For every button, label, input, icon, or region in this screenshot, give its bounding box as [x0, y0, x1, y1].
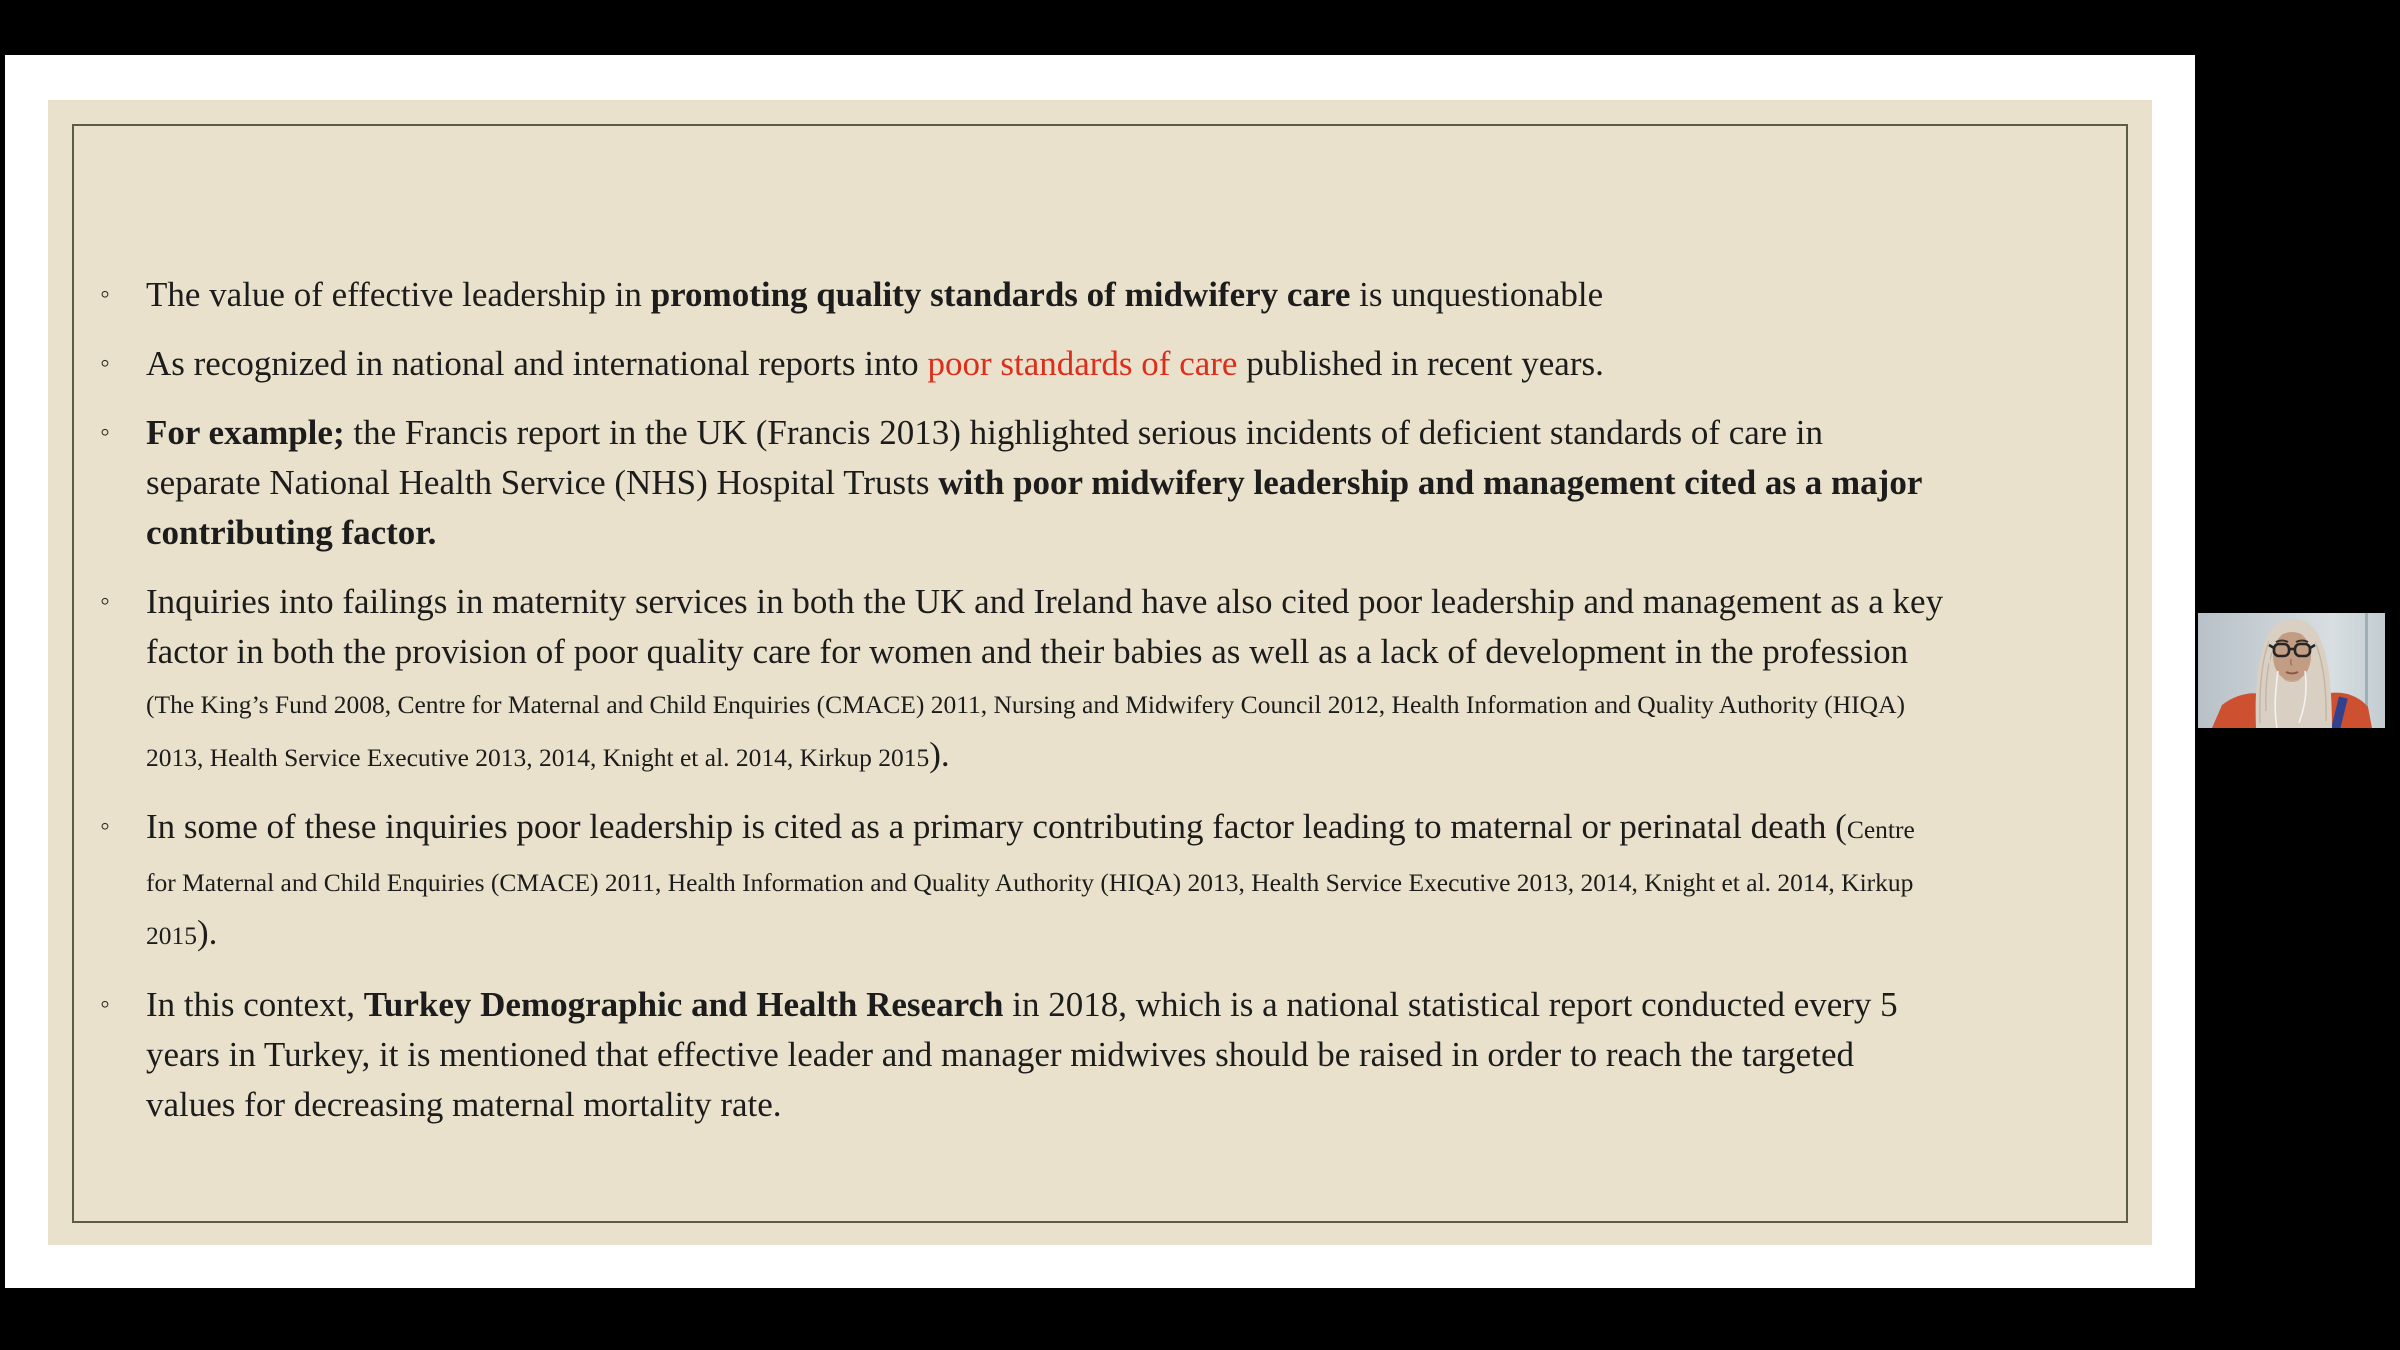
bullet-text: Inquiries into failings in maternity services in both the UK and Ireland have also cited poor leadership and management as a key factor in both the provision of poor quality care for women and their babies as well as a lack of development in the profession (The King’s Fund 2008, Centre for Maternal and Child Enquiries (CMACE) 2011, Nursing and Midwifery Council 2012, Health Information and Quality Authority (HIQA) 2013, Health Service Executive 2013, 2014, Knight et al. 2014, Kirkup 2015). [146, 582, 1944, 774]
bullet-list [100, 270, 1945, 1149]
bullet-text: The value of effective leadership in promoting quality standards of midwifery care is unquestionable [146, 275, 1604, 314]
bullet-marker-icon: ◦ [100, 811, 110, 842]
bullet-marker-icon: ◦ [100, 586, 110, 617]
presentation-window [5, 55, 2195, 1288]
bullet-marker-icon: ◦ [100, 417, 110, 448]
bullet-text: For example; the Francis report in the UK (Francis 2013) highlighted serious incidents of deficient standards of care in separate National Health Service (NHS) Hospital Trusts with poor midwifery leadership and management cited as a major contributing factor. [146, 413, 1922, 552]
bullet-item [100, 577, 1945, 783]
bullet-marker-icon: ◦ [100, 348, 110, 379]
presenter-video-icon [2198, 613, 2385, 728]
bullet-item [100, 980, 1945, 1130]
bullet-item [100, 270, 1945, 320]
bullet-text: In some of these inquiries poor leadership is cited as a primary contributing factor leading to maternal or perinatal death (Centre for Maternal and Child Enquiries (CMACE) 2011, Health Information and Quality Authority (HIQA) 2013, Health Service Executive 2013, 2014, Knight et al. 2014, Kirkup 2015). [146, 807, 1915, 952]
slide [48, 100, 2152, 1245]
bullet-marker-icon: ◦ [100, 989, 110, 1020]
bullet-item [100, 339, 1945, 389]
bullet-text: In this context, Turkey Demographic and Health Research in 2018, which is a national statistical report conducted every 5 years in Turkey, it is mentioned that effective leader and manager midwives should be raised in order to reach the targeted values for decreasing maternal mortality rate. [146, 985, 1898, 1124]
bullet-marker-icon: ◦ [100, 279, 110, 310]
bullet-item [100, 802, 1945, 961]
bullet-item [100, 408, 1945, 558]
bullet-text: As recognized in national and international reports into poor standards of care published in recent years. [146, 344, 1604, 383]
webcam-thumbnail[interactable] [2198, 613, 2385, 728]
